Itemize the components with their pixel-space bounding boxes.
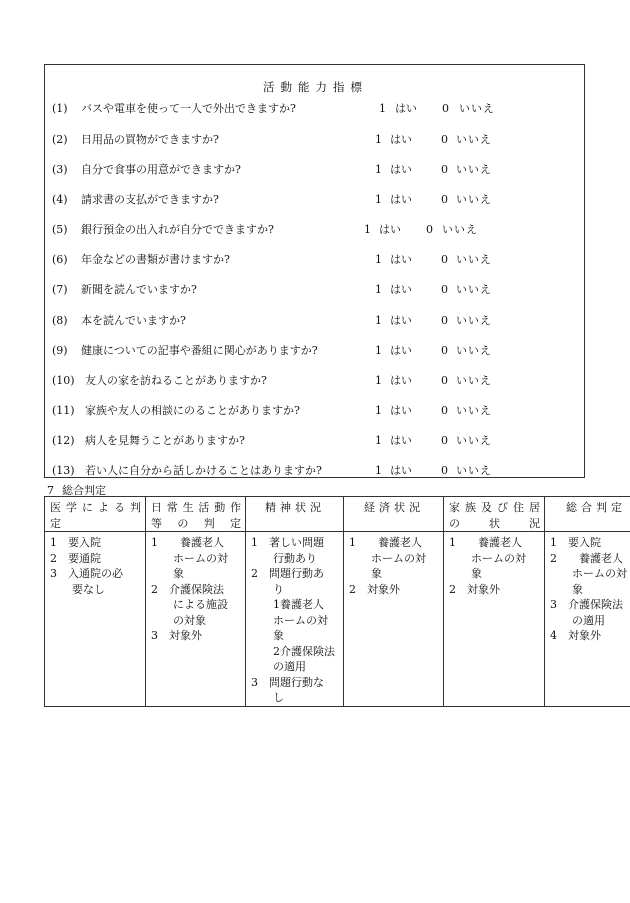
- question-number: (9): [52, 344, 68, 357]
- activity-index-box: [44, 64, 585, 478]
- no-value: 0: [426, 223, 433, 236]
- yes-label: はい: [390, 344, 412, 357]
- section-title: 総合判定: [62, 484, 106, 497]
- yes-value: 1: [375, 283, 382, 296]
- cell-line: の適用: [550, 613, 605, 627]
- no-value: 0: [441, 314, 448, 327]
- no-label: いいえ: [456, 253, 492, 266]
- yes-value: 1: [375, 404, 382, 417]
- cell-line: 象: [251, 629, 284, 642]
- no-value: 0: [441, 163, 448, 176]
- yes-label: はい: [390, 163, 412, 176]
- yes-label: はい: [379, 223, 401, 236]
- table-header-row: [45, 497, 630, 532]
- question-row: [45, 252, 585, 268]
- cell-line: 2 問題行動あ: [251, 567, 324, 580]
- column-header-line: 精神状況: [265, 501, 325, 514]
- no-value: 0: [442, 102, 449, 115]
- question-number: (2): [52, 133, 68, 146]
- no-label: いいえ: [456, 314, 492, 327]
- cell-line: 2 対象外: [449, 582, 500, 596]
- yes-label: はい: [390, 283, 412, 296]
- question-row: [45, 373, 585, 389]
- question-row: [45, 192, 585, 208]
- question-text: 日用品の買物ができますか?: [81, 133, 219, 146]
- yes-label: はい: [390, 374, 412, 387]
- yes-label: はい: [390, 314, 412, 327]
- yes-value: 1: [375, 163, 382, 176]
- column-cell: [246, 532, 344, 707]
- no-value: 0: [441, 133, 448, 146]
- cell-line: による施設: [151, 598, 228, 611]
- cell-line: 4 対象外: [550, 629, 601, 642]
- no-label: いいえ: [456, 434, 492, 447]
- no-label: いいえ: [442, 223, 478, 236]
- question-text: 健康についての記事や番組に関心がありますか?: [81, 344, 318, 357]
- no-label: いいえ: [456, 404, 492, 417]
- yes-value: 1: [375, 193, 382, 206]
- yes-value: 1: [375, 464, 382, 477]
- column-header-line: 日常生活動作: [151, 501, 241, 514]
- cell-line: 1 要入院: [50, 536, 101, 549]
- column-header: [45, 497, 146, 532]
- question-number: (11): [52, 404, 75, 417]
- cell-line: 1 著しい問題: [251, 536, 324, 549]
- column-header: [545, 497, 630, 532]
- yes-label: はい: [390, 464, 412, 477]
- column-header: [344, 497, 444, 532]
- yes-label: はい: [390, 434, 412, 447]
- cell-line: 1 養護老人: [449, 536, 522, 549]
- cell-line: 象: [349, 567, 382, 580]
- cell-line: 要なし: [50, 582, 105, 596]
- no-value: 0: [441, 434, 448, 447]
- question-number: (13): [52, 464, 75, 477]
- cell-line: 3 入通院の必: [50, 567, 123, 580]
- cell-line: 1 養護老人: [151, 536, 224, 549]
- question-row: [45, 463, 585, 478]
- column-header-line: の状況: [449, 516, 540, 530]
- question-text: 請求書の支払ができますか?: [81, 193, 219, 206]
- column-cell: [146, 532, 246, 707]
- question-text: 年金などの書類が書けますか?: [81, 253, 230, 266]
- cell-line: 3 問題行動な: [251, 675, 324, 689]
- yes-value: 1: [375, 253, 382, 266]
- overall-judgment-table: [44, 496, 630, 707]
- column-cell: [344, 532, 444, 707]
- cell-line: 2 対象外: [349, 582, 400, 596]
- cell-line: 1 養護老人: [349, 536, 422, 549]
- column-cell: [444, 532, 545, 707]
- no-label: いいえ: [456, 374, 492, 387]
- question-number: (10): [52, 374, 75, 387]
- question-text: 本を読んでいますか?: [81, 314, 186, 327]
- cell-line: 1養護老人: [251, 598, 324, 611]
- cell-line: し: [251, 691, 284, 704]
- activity-index-title: 活動能力指標: [263, 80, 368, 94]
- question-text: 友人の家を訪ねることがありますか?: [85, 374, 267, 387]
- cell-line: 象: [550, 582, 583, 596]
- yes-value: 1: [379, 102, 386, 115]
- question-text: 銀行預金の出入れが自分でできますか?: [81, 223, 274, 236]
- no-value: 0: [441, 404, 448, 417]
- question-number: (3): [52, 163, 68, 176]
- cell-line: 2介護保険法: [251, 644, 335, 658]
- yes-value: 1: [375, 434, 382, 447]
- question-text: 新聞を読んでいますか?: [81, 283, 197, 296]
- question-number: (7): [52, 283, 68, 296]
- column-header-line: 医学による判: [50, 501, 141, 514]
- cell-line: ホームの対: [151, 551, 228, 565]
- cell-line: の適用: [251, 660, 306, 673]
- yes-label: はい: [390, 193, 412, 206]
- yes-value: 1: [364, 223, 371, 236]
- no-value: 0: [441, 283, 448, 296]
- question-row: [45, 313, 585, 329]
- question-number: (6): [52, 253, 68, 266]
- no-value: 0: [441, 193, 448, 206]
- no-value: 0: [441, 374, 448, 387]
- column-header-line: 等の判定: [151, 516, 241, 530]
- yes-label: はい: [395, 102, 417, 115]
- cell-line: 行動あり: [251, 551, 317, 565]
- cell-line: ホームの対: [349, 551, 426, 565]
- question-row: [45, 403, 585, 419]
- cell-line: ホームの対: [550, 567, 627, 580]
- table-body-row: [45, 532, 630, 707]
- column-header: [444, 497, 545, 532]
- column-header: [146, 497, 246, 532]
- column-header: [246, 497, 344, 532]
- column-header-line: 総合判定: [566, 501, 626, 514]
- yes-value: 1: [375, 344, 382, 357]
- cell-line: 3 対象外: [151, 629, 202, 642]
- column-header-line: 家族及び住居: [449, 501, 540, 514]
- cell-line: ホームの対: [449, 551, 526, 565]
- no-label: いいえ: [459, 102, 495, 115]
- question-row: [45, 101, 585, 117]
- no-value: 0: [441, 253, 448, 266]
- cell-line: 2 要通院: [50, 551, 101, 565]
- question-number: (12): [52, 434, 75, 447]
- yes-label: はい: [390, 404, 412, 417]
- cell-line: 2 養護老人: [550, 551, 623, 565]
- question-number: (5): [52, 223, 68, 236]
- cell-line: の対象: [151, 613, 206, 627]
- no-label: いいえ: [456, 283, 492, 296]
- section-number: 7: [47, 484, 54, 497]
- question-row: [45, 132, 585, 148]
- cell-line: 3 介護保険法: [550, 598, 623, 611]
- cell-line: 象: [151, 567, 184, 580]
- cell-line: 2 介護保険法: [151, 582, 224, 596]
- question-row: [45, 222, 585, 238]
- yes-value: 1: [375, 314, 382, 327]
- question-row: [45, 162, 585, 178]
- question-text: 若い人に自分から話しかけることはありますか?: [85, 464, 322, 477]
- question-row: [45, 282, 585, 298]
- question-number: (1): [52, 102, 68, 115]
- column-cell: [545, 532, 630, 707]
- question-row: [45, 343, 585, 359]
- no-label: いいえ: [456, 464, 492, 477]
- cell-line: 1 要入院: [550, 536, 601, 549]
- no-value: 0: [441, 464, 448, 477]
- question-text: 家族や友人の相談にのることがありますか?: [85, 404, 300, 417]
- question-row: [45, 433, 585, 449]
- question-text: バスや電車を使って一人で外出できますか?: [81, 102, 296, 115]
- column-cell: [45, 532, 146, 707]
- column-header-line: 経済状況: [364, 501, 424, 514]
- cell-line: ホームの対: [251, 613, 328, 627]
- question-number: (4): [52, 193, 68, 206]
- question-number: (8): [52, 314, 68, 327]
- yes-label: はい: [390, 133, 412, 146]
- yes-value: 1: [375, 374, 382, 387]
- yes-label: はい: [390, 253, 412, 266]
- no-label: いいえ: [456, 163, 492, 176]
- no-label: いいえ: [456, 344, 492, 357]
- no-label: いいえ: [456, 193, 492, 206]
- cell-line: り: [251, 582, 284, 596]
- cell-line: 象: [449, 567, 482, 580]
- yes-value: 1: [375, 133, 382, 146]
- question-text: 自分で食事の用意ができますか?: [81, 163, 241, 176]
- no-label: いいえ: [456, 133, 492, 146]
- no-value: 0: [441, 344, 448, 357]
- question-text: 病人を見舞うことがありますか?: [85, 434, 245, 447]
- column-header-line: 定: [50, 516, 61, 530]
